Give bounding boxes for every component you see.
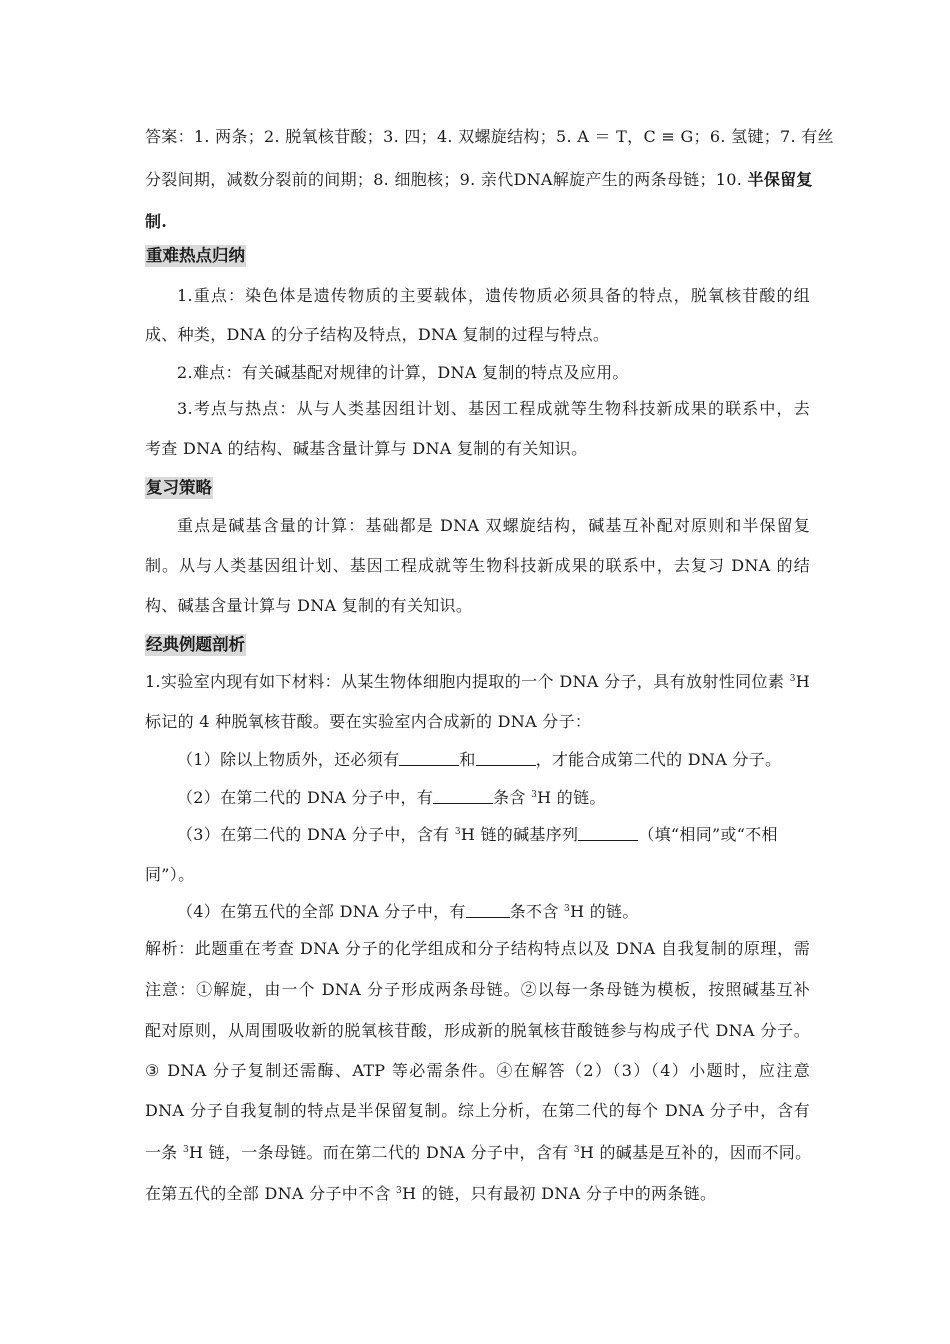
analysis-text: 一条 xyxy=(145,1143,183,1162)
analysis-line-1: 解析：此题重在考查 DNA 分子的化学组成和分子结构特点以及 DNA 自我复制的原理，需 xyxy=(145,939,810,958)
analysis-line-2: 注意：①解旋，由一个 DNA 分子形成两条母链。②以每一条母链为模板，按照碱基互补 xyxy=(145,980,810,999)
superscript-3: 3 xyxy=(573,1145,580,1155)
section-heading-review-strategy: 复习策略 xyxy=(146,478,212,497)
key-point-2: 2.难点：有关碱基配对规律的计算，DNA 复制的特点及应用。 xyxy=(177,363,629,382)
analysis-text: H 链，一条母链。而在第二代的 DNA 分子中，含有 xyxy=(189,1143,574,1162)
answer-line-3 xyxy=(145,211,810,233)
analysis-text: 在第五代的全部 DNA 分子中不含 xyxy=(145,1184,397,1203)
sub-question-text: 条含 xyxy=(493,788,532,807)
answer-line-2 xyxy=(145,169,813,191)
answer-line-1 xyxy=(145,126,834,148)
sub-question-text: 条不含 xyxy=(509,902,565,921)
strategy-line-1: 重点是碱基含量的计算：基础都是 DNA 双螺旋结构，碱基互补配对原则和半保留复 xyxy=(177,516,810,535)
sub-question-text: （4）在第五代的全部 DNA 分子中，有 xyxy=(177,902,466,921)
section-heading-key-points: 重难热点归纳 xyxy=(146,246,245,265)
analysis-text: H 的碱基是互补的，因而不同。 xyxy=(579,1143,812,1162)
answer-blank xyxy=(399,750,459,766)
answer-blank xyxy=(476,750,536,766)
analysis-line-5: DNA 分子自我复制的特点是半保留复制。综上分析，在第二代的每个 DNA 分子中，含有 xyxy=(145,1101,810,1120)
analysis-line-3: 配对原则，从周围吸收新的脱氧核苷酸，形成新的脱氧核苷酸链参与构成子代 DNA 分子。 xyxy=(145,1021,810,1040)
sub-question-1 xyxy=(177,749,810,771)
answer-text: 答案：1. 两条；2. 脱氧核苷酸；3. 四；4. 双螺旋结构；5. A ＝ T，C ≡ G；6. 氢键；7. 有丝 xyxy=(145,127,834,146)
superscript-3: 3 xyxy=(789,674,796,684)
key-point-3-line-1: 3.考点与热点：从与人类基因组计划、基因工程成就等生物科技新成果的联系中，去 xyxy=(177,399,810,418)
analysis-text: H 的链，只有最初 DNA 分子中的两条链。 xyxy=(402,1184,717,1203)
question-text: H xyxy=(795,672,810,691)
key-point-1-line-1: 1.重点：染色体是遗传物质的主要载体，遗传物质必须具备的特点，脱氧核苷酸的组 xyxy=(177,286,810,305)
analysis-line-7 xyxy=(145,1183,810,1205)
question-line-2: 标记的 4 种脱氧核苷酸。要在实验室内合成新的 DNA 分子： xyxy=(145,712,592,731)
superscript-3: 3 xyxy=(183,1145,190,1155)
answer-bold-text: 半保留复 xyxy=(747,170,813,189)
strategy-line-2: 制。从与人类基因组计划、基因工程成就等生物科技新成果的联系中，去复习 DNA 的结 xyxy=(145,556,810,575)
superscript-3: 3 xyxy=(396,1186,403,1196)
section-heading-examples: 经典例题剖析 xyxy=(146,635,245,654)
superscript-3: 3 xyxy=(454,827,461,837)
key-point-3-line-2: 考查 DNA 的结构、碱基含量计算与 DNA 复制的有关知识。 xyxy=(145,439,588,458)
superscript-3: 3 xyxy=(564,904,571,914)
question-text: 1.实验室内现有如下材料：从某生物体细胞内提取的一个 DNA 分子，具有放射性同位素 xyxy=(145,672,790,691)
analysis-line-6 xyxy=(145,1142,810,1164)
sub-question-3-line-2: 同”）。 xyxy=(145,865,195,884)
sub-question-2 xyxy=(177,787,810,809)
sub-question-text: ，才能合成第二代的 DNA 分子。 xyxy=(535,750,782,769)
key-point-1-line-2: 成、种类，DNA 的分子结构及特点，DNA 复制的过程与特点。 xyxy=(145,325,610,344)
question-line-1 xyxy=(145,671,810,693)
answer-blank xyxy=(433,788,493,804)
sub-question-text: （1）除以上物质外，还必须有 xyxy=(177,750,400,769)
sub-question-text: （填“相同”或“不相 xyxy=(638,825,778,844)
answer-bold-text: 制. xyxy=(145,212,168,231)
sub-question-text: 和 xyxy=(459,750,476,769)
answer-text: 分裂间期，减数分裂前的间期；8. 细胞核；9. 亲代DNA解旋产生的两条母链；10. xyxy=(145,170,743,189)
answer-blank xyxy=(578,825,638,841)
sub-question-3-line-1 xyxy=(177,824,810,846)
sub-question-text: H 的链。 xyxy=(570,902,639,921)
answer-blank xyxy=(466,902,510,918)
sub-question-text: H 的链。 xyxy=(537,788,606,807)
sub-question-4 xyxy=(177,901,810,923)
sub-question-text: （2）在第二代的 DNA 分子中，有 xyxy=(177,788,434,807)
analysis-line-4: ③ DNA 分子复制还需酶、ATP 等必需条件。④在解答（2）（3）（4）小题时，应注意 xyxy=(145,1061,810,1080)
superscript-3: 3 xyxy=(531,790,538,800)
sub-question-text: （3）在第二代的 DNA 分子中，含有 xyxy=(177,825,455,844)
sub-question-text: H 链的碱基序列 xyxy=(460,825,579,844)
strategy-line-3: 构、碱基含量计算与 DNA 复制的有关知识。 xyxy=(145,596,473,615)
